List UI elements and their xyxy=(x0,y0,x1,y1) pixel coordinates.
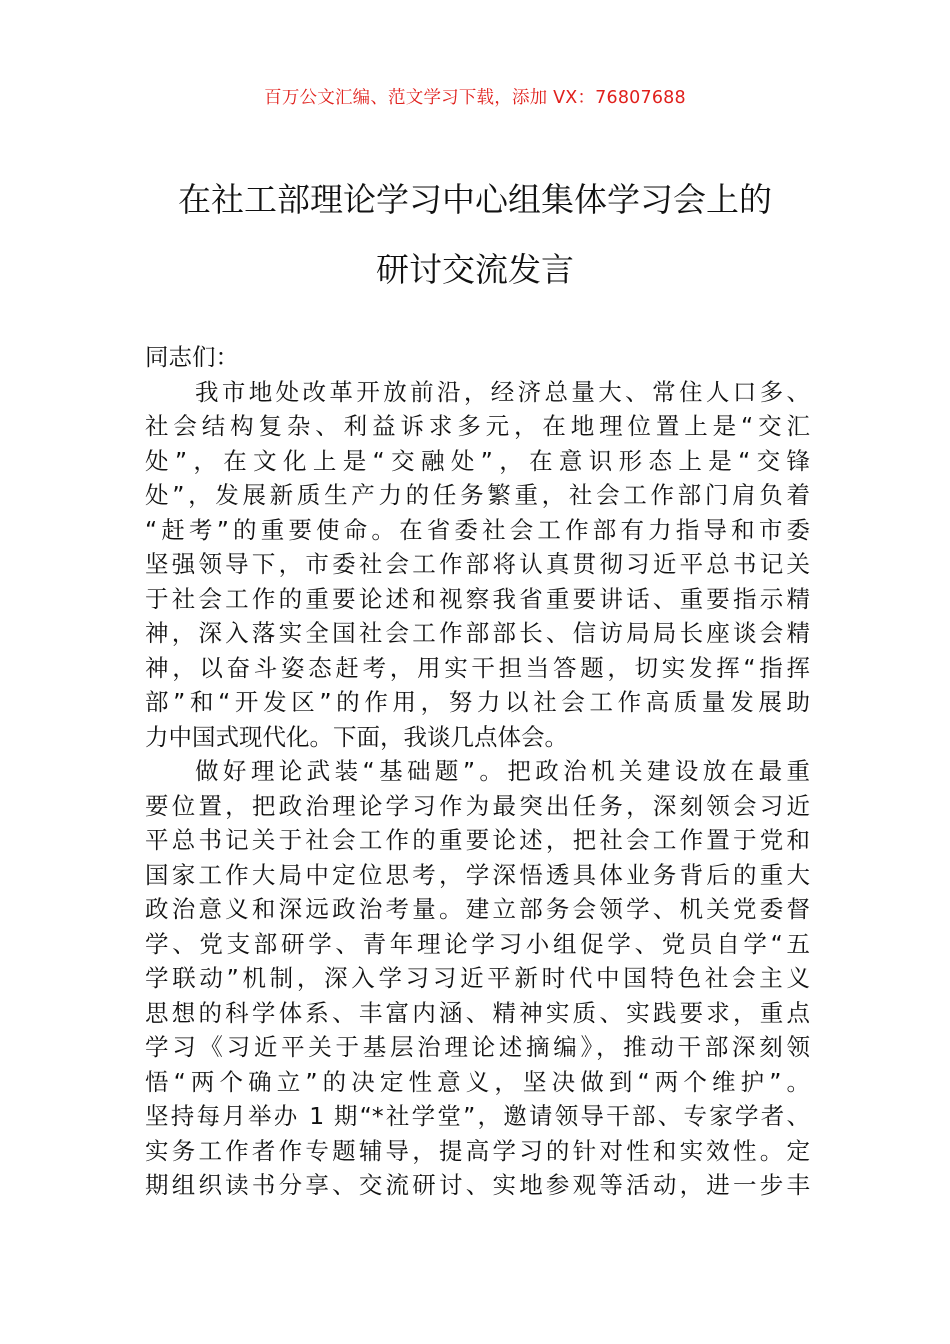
body-line: 平总书记关于社会工作的重要论述，把社会工作置于党和 xyxy=(145,826,810,854)
body-line: 学联动”机制，深入学习习近平新时代中国特色社会主义 xyxy=(145,964,810,992)
body-line: “赶考”的重要使命。在省委社会工作部有力指导和市委 xyxy=(145,515,810,544)
document-title-line-2: 研讨交流发言 xyxy=(376,250,574,289)
body-line: 神，深入落实全国社会工作部部长、信访局局长座谈会精 xyxy=(145,619,810,647)
body-line: 做好理论武装“基础题”。把政治机关建设放在最重 xyxy=(195,757,810,785)
watermark-banner: 百万公文汇编、范文学习下载，添加 VX：76807688 xyxy=(264,88,686,108)
body-line: 同志们： xyxy=(145,343,239,371)
body-line: 神，以奋斗姿态赶考，用实干担当答题，切实发挥“指挥 xyxy=(145,653,810,682)
document-title-line-1: 在社工部理论学习中心组集体学习会上的 xyxy=(178,180,772,219)
body-line: 政治意义和深远政治考量。建立部务会领学、机关党委督 xyxy=(145,895,810,923)
body-line: 处”，在文化上是“交融处”，在意识形态上是“交锋 xyxy=(145,446,810,475)
body-line: 思想的科学体系、丰富内涵、精神实质、实践要求，重点 xyxy=(145,998,810,1027)
body-line: 处”，发展新质生产力的任务繁重，社会工作部门肩负着 xyxy=(145,481,810,509)
body-line: 学习《习近平关于基层治理论述摘编》，推动干部深刻领 xyxy=(145,1033,810,1061)
body-line: 国家工作大局中定位思考，学深悟透具体业务背后的重大 xyxy=(145,860,810,889)
body-line: 悟“两个确立”的决定性意义，坚决做到“两个维护”。 xyxy=(145,1067,810,1096)
document-body xyxy=(145,340,810,1203)
body-line: 实务工作者作专题辅导，提高学习的针对性和实效性。定 xyxy=(145,1136,810,1165)
body-line: 力中国式现代化。下面，我谈几点体会。 xyxy=(145,722,568,751)
body-line: 坚持每月举办 1 期“*社学堂”，邀请领导干部、专家学者、 xyxy=(145,1102,810,1130)
body-line: 要位置，把政治理论学习作为最突出任务，深刻领会习近 xyxy=(145,791,810,820)
body-line: 期组织读书分享、交流研讨、实地参观等活动，进一步丰 xyxy=(145,1171,810,1199)
body-line: 学、党支部研学、青年理论学习小组促学、党员自学“五 xyxy=(145,929,810,958)
body-line: 于社会工作的重要论述和视察我省重要讲话、重要指示精 xyxy=(145,584,810,613)
body-line: 社会结构复杂、利益诉求多元，在地理位置上是“交汇 xyxy=(145,412,810,440)
body-line: 我市地处改革开放前沿，经济总量大、常住人口多、 xyxy=(195,377,810,406)
body-line: 坚强领导下，市委社会工作部将认真贯彻习近平总书记关 xyxy=(145,550,810,578)
body-line: 部”和“开发区”的作用，努力以社会工作高质量发展助 xyxy=(145,688,810,716)
